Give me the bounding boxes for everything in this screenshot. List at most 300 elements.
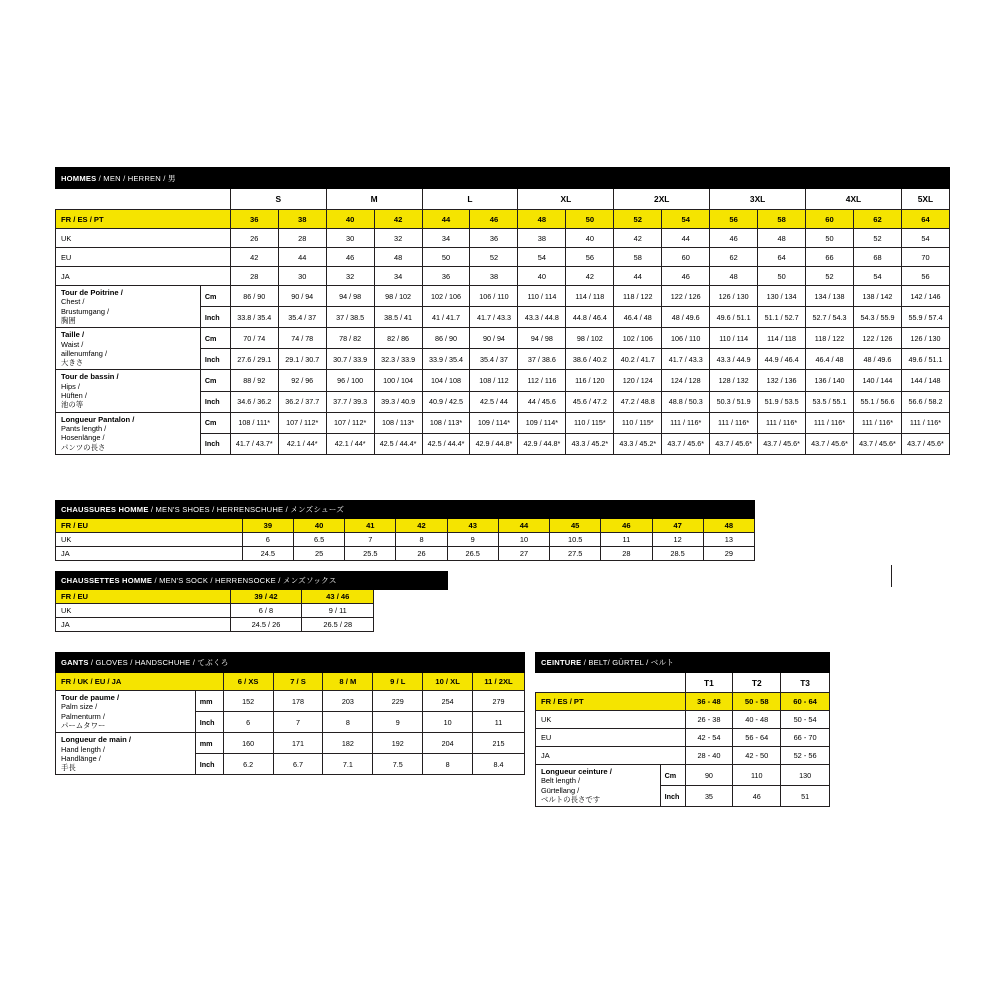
socks-empty-cell	[374, 604, 448, 618]
cell-uk-12: 50	[806, 229, 854, 248]
palm-in-5: 11	[473, 712, 525, 733]
hips-in-13: 55.1 / 56.6	[853, 391, 901, 412]
shoes-uk-1: 6.5	[293, 533, 344, 547]
shoes-ja-0: 24.5	[242, 547, 293, 561]
cell-ja-0: 28	[230, 267, 278, 286]
cell-eu-11: 64	[758, 248, 806, 267]
unit-cm: Cm	[200, 412, 230, 433]
waist-cm-0: 70 / 74	[230, 328, 278, 349]
cell-fr-11: 58	[758, 210, 806, 229]
belt-tier-1: T2	[733, 673, 781, 693]
shoes-ja-1: 25	[293, 547, 344, 561]
cell-ja-9: 46	[662, 267, 710, 286]
shoes-fr-6: 45	[550, 519, 601, 533]
waist-in-1: 29.1 / 30.7	[278, 349, 326, 370]
gloves-size-5: 11 / 2XL	[473, 673, 525, 691]
pants-in-5: 42.9 / 44.8*	[470, 433, 518, 454]
waist-in-12: 46.4 / 48	[806, 349, 854, 370]
waist-in-0: 27.6 / 29.1	[230, 349, 278, 370]
hand-in-4: 8	[423, 754, 473, 775]
cell-eu-1: 44	[278, 248, 326, 267]
hand-mm-4: 204	[423, 733, 473, 754]
chest-cm-14: 142 / 146	[901, 286, 949, 307]
chest-in-9: 48 / 49.6	[662, 307, 710, 328]
hips-in-2: 37.7 / 39.3	[326, 391, 374, 412]
belt-title-row	[536, 653, 830, 673]
belt-fr-0: 36 - 48	[685, 693, 733, 711]
belt-cm-0: 90	[685, 765, 733, 786]
measure-name-line1: Tour de bassin /	[61, 372, 119, 382]
belt-uk-1: 40 - 48	[733, 711, 781, 729]
gloves-size-label: FR / UK / EU / JA	[56, 673, 224, 691]
gloves-size-3: 9 / L	[373, 673, 423, 691]
shoes-row-fr	[56, 519, 755, 533]
cell-eu-2: 46	[326, 248, 374, 267]
belt-ja-1: 42 - 50	[733, 747, 781, 765]
measure-name-line3: aillenumfang /	[61, 348, 108, 358]
measure-name-line3: Brustumgang /	[61, 306, 110, 316]
measure-name-line2: Palm size /	[61, 702, 98, 712]
shoes-fr-0: 39	[242, 519, 293, 533]
gloves-size-0: 6 / XS	[223, 673, 273, 691]
shoes-uk-7: 11	[601, 533, 652, 547]
waist-cm-2: 78 / 82	[326, 328, 374, 349]
gloves-size-1: 7 / S	[273, 673, 323, 691]
waist-in-9: 41.7 / 43.3	[662, 349, 710, 370]
chest-in-8: 46.4 / 48	[614, 307, 662, 328]
pants-cm-4: 108 / 113*	[422, 412, 470, 433]
shoes-title-bold: CHAUSSURES HOMME	[61, 505, 149, 514]
cell-ja-2: 32	[326, 267, 374, 286]
chest-in-6: 43.3 / 44.8	[518, 307, 566, 328]
pants-cm-11: 111 / 116*	[758, 412, 806, 433]
pants-in-14: 43.7 / 45.6*	[901, 433, 949, 454]
hips-in-10: 50.3 / 51.9	[710, 391, 758, 412]
belt-in-2: 51	[781, 786, 830, 807]
shoes-ja-2: 25.5	[345, 547, 396, 561]
hips-cm-12: 136 / 140	[806, 370, 854, 391]
hips-in-7: 45.6 / 47.2	[566, 391, 614, 412]
belt-row-eu	[536, 729, 830, 747]
hips-in-9: 48.8 / 50.3	[662, 391, 710, 412]
unit-inch: Inch	[200, 433, 230, 454]
chest-cm-13: 138 / 142	[853, 286, 901, 307]
waist-in-8: 40.2 / 41.7	[614, 349, 662, 370]
unit-inch: Inch	[200, 349, 230, 370]
pants-in-2: 42.1 / 44*	[326, 433, 374, 454]
cell-eu-7: 56	[566, 248, 614, 267]
socks-row-label-uk: UK	[56, 604, 231, 618]
shoes-uk-3: 8	[396, 533, 447, 547]
pants-in-11: 43.7 / 45.6*	[758, 433, 806, 454]
cell-uk-9: 44	[662, 229, 710, 248]
shoes-row-label-ja: JA	[56, 547, 243, 561]
palm-mm-2: 203	[323, 691, 373, 712]
pants-in-13: 43.7 / 45.6*	[853, 433, 901, 454]
waist-in-5: 35.4 / 37	[470, 349, 518, 370]
cell-ja-5: 38	[470, 267, 518, 286]
waist-in-7: 38.6 / 40.2	[566, 349, 614, 370]
size-group-3xl: 3XL	[710, 189, 806, 210]
cell-uk-4: 34	[422, 229, 470, 248]
row-label-ja: JA	[56, 267, 231, 286]
men-title-rest: / MEN / HERREN / 男	[96, 173, 176, 183]
men-size-group-row	[56, 189, 950, 210]
unit-inch: Inch	[195, 754, 223, 775]
chest-in-7: 44.8 / 46.4	[566, 307, 614, 328]
cell-uk-2: 30	[326, 229, 374, 248]
shoes-ja-6: 27.5	[550, 547, 601, 561]
hand-mm-5: 215	[473, 733, 525, 754]
waist-cm-12: 118 / 122	[806, 328, 854, 349]
hips-in-14: 56.6 / 58.2	[901, 391, 949, 412]
pants-in-9: 43.7 / 45.6*	[662, 433, 710, 454]
measure-name-line3: Handlänge /	[61, 753, 101, 763]
belt-title-rest: / BELT/ GÜRTEL / ベルト	[581, 658, 675, 667]
shoes-fr-8: 47	[652, 519, 703, 533]
socks-row-label-fr: FR / EU	[56, 590, 231, 604]
belt-in-0: 35	[685, 786, 733, 807]
chest-in-13: 54.3 / 55.9	[853, 307, 901, 328]
hand-in-0: 6.2	[223, 754, 273, 775]
shoes-fr-3: 42	[396, 519, 447, 533]
measure-name-line3: Gürtellang /	[541, 785, 580, 795]
hips-in-1: 36.2 / 37.7	[278, 391, 326, 412]
belt-title-bold: CEINTURE	[541, 658, 582, 667]
belt-table	[535, 652, 830, 807]
palm-mm-5: 279	[473, 691, 525, 712]
cell-uk-3: 32	[374, 229, 422, 248]
crop-tick-mark	[891, 565, 892, 587]
hand-in-3: 7.5	[373, 754, 423, 775]
waist-in-2: 30.7 / 33.9	[326, 349, 374, 370]
measure-name-line1: Tour de Poitrine /	[61, 288, 123, 297]
men-measure-pants-cm	[56, 412, 950, 433]
men-measure-hips-cm	[56, 370, 950, 391]
socks-empty-cell	[374, 590, 448, 604]
size-group-4xl: 4XL	[806, 189, 902, 210]
chest-cm-10: 126 / 130	[710, 286, 758, 307]
palm-in-2: 8	[323, 712, 373, 733]
belt-title	[536, 653, 830, 673]
cell-uk-7: 40	[566, 229, 614, 248]
measure-name-chest	[56, 286, 201, 328]
waist-in-13: 48 / 49.6	[853, 349, 901, 370]
palm-mm-3: 229	[373, 691, 423, 712]
measure-name-line2: Waist /	[61, 339, 84, 349]
belt-row-label-eu: EU	[536, 729, 686, 747]
hips-cm-2: 96 / 100	[326, 370, 374, 391]
cell-fr-10: 56	[710, 210, 758, 229]
belt-fr-2: 60 - 64	[781, 693, 830, 711]
belt-row-label-uk: UK	[536, 711, 686, 729]
belt-uk-2: 50 - 54	[781, 711, 830, 729]
pants-in-10: 43.7 / 45.6*	[710, 433, 758, 454]
shoes-row-uk	[56, 533, 755, 547]
chest-cm-12: 134 / 138	[806, 286, 854, 307]
cell-uk-13: 52	[853, 229, 901, 248]
men-row-fr	[56, 210, 950, 229]
hand-in-5: 8.4	[473, 754, 525, 775]
socks-fr-1: 43 / 46	[302, 590, 374, 604]
cell-eu-9: 60	[662, 248, 710, 267]
shoes-ja-8: 28.5	[652, 547, 703, 561]
hips-in-0: 34.6 / 36.2	[230, 391, 278, 412]
cell-uk-0: 26	[230, 229, 278, 248]
cell-uk-6: 38	[518, 229, 566, 248]
gloves-table	[55, 652, 525, 775]
measure-name-line2: Pants length /	[61, 424, 107, 434]
cell-ja-6: 40	[518, 267, 566, 286]
mens-socks-table	[55, 571, 448, 632]
measure-name-line4: 胸囲	[61, 315, 76, 325]
shoes-title-rest: / MEN'S SHOES / HERRENSCHUHE / メンズシューズ	[148, 505, 344, 514]
measure-name-line4: ベルトの長さです	[541, 794, 601, 804]
cell-fr-0: 36	[230, 210, 278, 229]
palm-in-1: 7	[273, 712, 323, 733]
pants-cm-2: 107 / 112*	[326, 412, 374, 433]
pants-cm-5: 109 / 114*	[470, 412, 518, 433]
pants-in-0: 41.7 / 43.7*	[230, 433, 278, 454]
cell-ja-10: 48	[710, 267, 758, 286]
cell-eu-13: 68	[853, 248, 901, 267]
shoes-uk-2: 7	[345, 533, 396, 547]
cell-ja-11: 50	[758, 267, 806, 286]
measure-name-line1: Longueur ceinture /	[541, 767, 612, 776]
socks-title-rest: / MEN'S SOCK / HERRENSOCKE / メンズソックス	[152, 576, 337, 585]
cell-ja-14: 56	[901, 267, 949, 286]
measure-name-line4: 池の等	[61, 400, 84, 410]
pants-cm-1: 107 / 112*	[278, 412, 326, 433]
shoes-uk-0: 6	[242, 533, 293, 547]
measure-name-line4: パームタワー	[61, 720, 106, 730]
men-measure-waist-cm	[56, 328, 950, 349]
hips-cm-0: 88 / 92	[230, 370, 278, 391]
gloves-palm-mm	[56, 691, 525, 712]
waist-cm-9: 106 / 110	[662, 328, 710, 349]
hand-mm-2: 182	[323, 733, 373, 754]
unit-cm: Cm	[200, 328, 230, 349]
pants-cm-10: 111 / 116*	[710, 412, 758, 433]
row-label-eu: EU	[56, 248, 231, 267]
gloves-size-2: 8 / M	[323, 673, 373, 691]
belt-row-ja	[536, 747, 830, 765]
size-group-5xl: 5XL	[901, 189, 949, 210]
hips-cm-8: 120 / 124	[614, 370, 662, 391]
belt-eu-2: 66 - 70	[781, 729, 830, 747]
size-group-s: S	[230, 189, 326, 210]
chest-cm-9: 122 / 126	[662, 286, 710, 307]
socks-title	[56, 572, 448, 590]
measure-name-line3: Palmenturm /	[61, 711, 105, 721]
belt-row-label-fr: FR / ES / PT	[536, 693, 686, 711]
waist-in-4: 33.9 / 35.4	[422, 349, 470, 370]
pants-cm-7: 110 / 115*	[566, 412, 614, 433]
spacer-cell	[536, 673, 661, 693]
hips-cm-4: 104 / 108	[422, 370, 470, 391]
belt-row-uk	[536, 711, 830, 729]
pants-cm-12: 111 / 116*	[806, 412, 854, 433]
hips-in-12: 53.5 / 55.1	[806, 391, 854, 412]
cell-fr-9: 54	[662, 210, 710, 229]
cell-eu-4: 50	[422, 248, 470, 267]
belt-ja-2: 52 - 56	[781, 747, 830, 765]
waist-cm-10: 110 / 114	[710, 328, 758, 349]
waist-cm-14: 126 / 130	[901, 328, 949, 349]
palm-in-3: 9	[373, 712, 423, 733]
hips-cm-10: 128 / 132	[710, 370, 758, 391]
chest-in-10: 49.6 / 51.1	[710, 307, 758, 328]
belt-eu-0: 42 - 54	[685, 729, 733, 747]
cell-uk-11: 48	[758, 229, 806, 248]
chest-in-14: 55.9 / 57.4	[901, 307, 949, 328]
shoes-row-label-fr: FR / EU	[56, 519, 243, 533]
unit-cm: Cm	[200, 286, 230, 307]
belt-tier-row	[536, 673, 830, 693]
measure-name-waist	[56, 328, 201, 370]
size-group-xl: XL	[518, 189, 614, 210]
chest-in-0: 33.8 / 35.4	[230, 307, 278, 328]
measure-name-line2: Hips /	[61, 381, 80, 391]
belt-cm-1: 110	[733, 765, 781, 786]
gloves-size-row	[56, 673, 525, 691]
men-size-table	[55, 167, 950, 455]
unit-inch: Inch	[660, 786, 685, 807]
unit-mm: mm	[195, 733, 223, 754]
hips-cm-11: 132 / 136	[758, 370, 806, 391]
chest-in-11: 51.1 / 52.7	[758, 307, 806, 328]
waist-in-10: 43.3 / 44.9	[710, 349, 758, 370]
unit-cm: Cm	[660, 765, 685, 786]
gloves-size-4: 10 / XL	[423, 673, 473, 691]
gloves-title-row	[56, 653, 525, 673]
cell-eu-3: 48	[374, 248, 422, 267]
hips-in-6: 44 / 45.6	[518, 391, 566, 412]
chest-cm-7: 114 / 118	[566, 286, 614, 307]
shoes-ja-3: 26	[396, 547, 447, 561]
belt-row-label-ja: JA	[536, 747, 686, 765]
gloves-hand-mm	[56, 733, 525, 754]
hips-cm-7: 116 / 120	[566, 370, 614, 391]
cell-uk-8: 42	[614, 229, 662, 248]
measure-name-line1: Tour de paume /	[61, 693, 120, 702]
hips-cm-1: 92 / 96	[278, 370, 326, 391]
measure-name-hand-length	[56, 733, 196, 775]
cell-fr-6: 48	[518, 210, 566, 229]
waist-cm-4: 86 / 90	[422, 328, 470, 349]
hips-cm-6: 112 / 116	[518, 370, 566, 391]
cell-fr-2: 40	[326, 210, 374, 229]
spacer-cell	[200, 189, 230, 210]
row-label-uk: UK	[56, 229, 231, 248]
cell-eu-8: 58	[614, 248, 662, 267]
socks-title-row	[56, 572, 448, 590]
socks-row-uk	[56, 604, 448, 618]
cell-uk-14: 54	[901, 229, 949, 248]
cell-ja-8: 44	[614, 267, 662, 286]
pants-cm-14: 111 / 116*	[901, 412, 949, 433]
gloves-title-bold: GANTS	[61, 658, 89, 667]
belt-in-1: 46	[733, 786, 781, 807]
socks-ja-1: 26.5 / 28	[302, 618, 374, 632]
shoes-uk-5: 10	[498, 533, 549, 547]
waist-in-3: 32.3 / 33.9	[374, 349, 422, 370]
hand-mm-3: 192	[373, 733, 423, 754]
waist-in-14: 49.6 / 51.1	[901, 349, 949, 370]
cell-ja-3: 34	[374, 267, 422, 286]
belt-row-fr	[536, 693, 830, 711]
cell-eu-12: 66	[806, 248, 854, 267]
waist-cm-11: 114 / 118	[758, 328, 806, 349]
cell-ja-1: 30	[278, 267, 326, 286]
measure-name-pants-length	[56, 412, 201, 454]
hips-in-8: 47.2 / 48.8	[614, 391, 662, 412]
men-table-title-row	[56, 168, 950, 189]
shoes-uk-8: 12	[652, 533, 703, 547]
hips-cm-5: 108 / 112	[470, 370, 518, 391]
cell-eu-0: 42	[230, 248, 278, 267]
hand-in-2: 7.1	[323, 754, 373, 775]
hips-in-4: 40.9 / 42.5	[422, 391, 470, 412]
shoes-fr-1: 40	[293, 519, 344, 533]
spacer-cell	[56, 189, 201, 210]
chest-in-12: 52.7 / 54.3	[806, 307, 854, 328]
hand-in-1: 6.7	[273, 754, 323, 775]
cell-fr-14: 64	[901, 210, 949, 229]
cell-fr-4: 44	[422, 210, 470, 229]
chest-cm-8: 118 / 122	[614, 286, 662, 307]
chest-cm-3: 98 / 102	[374, 286, 422, 307]
chest-cm-1: 90 / 94	[278, 286, 326, 307]
measure-name-line2: Belt length /	[541, 776, 581, 786]
mens-shoes-table	[55, 500, 755, 561]
measure-name-belt-length	[536, 765, 661, 807]
hips-in-5: 42.5 / 44	[470, 391, 518, 412]
waist-cm-6: 94 / 98	[518, 328, 566, 349]
hips-in-3: 39.3 / 40.9	[374, 391, 422, 412]
socks-uk-1: 9 / 11	[302, 604, 374, 618]
shoes-fr-4: 43	[447, 519, 498, 533]
measure-name-line2: Hand length /	[61, 744, 105, 754]
shoes-ja-7: 28	[601, 547, 652, 561]
cell-ja-7: 42	[566, 267, 614, 286]
unit-inch: Inch	[195, 712, 223, 733]
cell-eu-10: 62	[710, 248, 758, 267]
cell-eu-6: 54	[518, 248, 566, 267]
pants-cm-0: 108 / 111*	[230, 412, 278, 433]
men-row-uk	[56, 229, 950, 248]
hips-cm-9: 124 / 128	[662, 370, 710, 391]
socks-row-fr	[56, 590, 448, 604]
belt-eu-1: 56 - 64	[733, 729, 781, 747]
palm-mm-0: 152	[223, 691, 273, 712]
shoes-ja-9: 29	[703, 547, 754, 561]
waist-in-6: 37 / 38.6	[518, 349, 566, 370]
pants-cm-3: 108 / 113*	[374, 412, 422, 433]
cell-ja-4: 36	[422, 267, 470, 286]
measure-name-line4: 手長	[61, 763, 76, 773]
shoes-ja-4: 26.5	[447, 547, 498, 561]
socks-row-label-ja: JA	[56, 618, 231, 632]
hand-mm-1: 171	[273, 733, 323, 754]
chest-cm-2: 94 / 98	[326, 286, 374, 307]
cell-uk-1: 28	[278, 229, 326, 248]
shoes-fr-5: 44	[498, 519, 549, 533]
measure-name-hips	[56, 370, 201, 412]
shoes-row-ja	[56, 547, 755, 561]
palm-in-4: 10	[423, 712, 473, 733]
measure-name-line3: Hüften /	[61, 391, 87, 401]
